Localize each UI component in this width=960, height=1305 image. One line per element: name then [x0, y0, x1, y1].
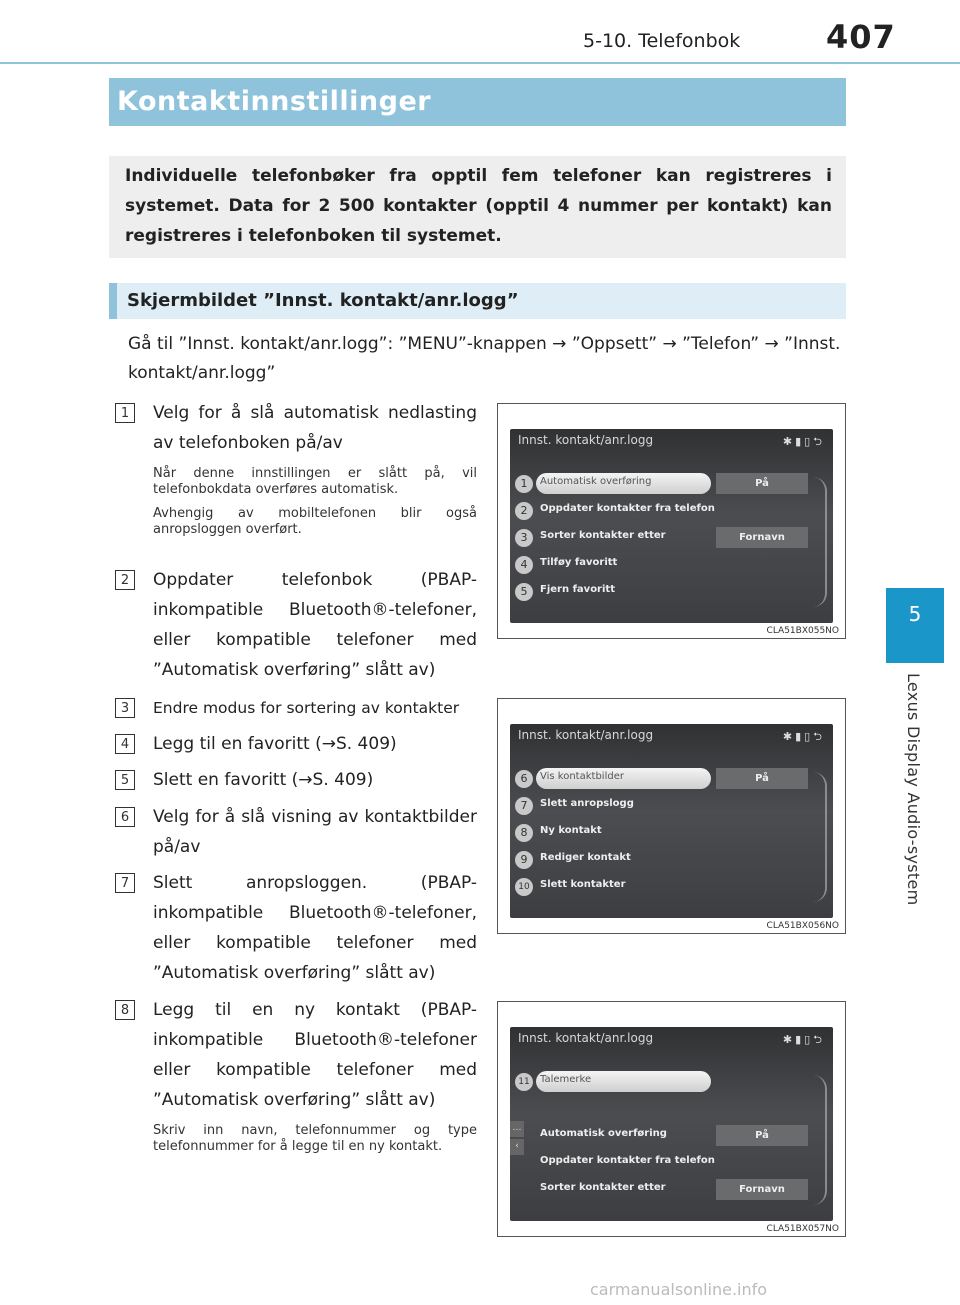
scroll-arc	[813, 1075, 827, 1205]
callout-badge: 3	[515, 529, 533, 547]
list-item-1	[115, 398, 477, 538]
setting-row[interactable]	[536, 1179, 806, 1201]
screen-figure-2	[497, 698, 846, 934]
item-text: Endre modus for sortering av kontakter	[153, 699, 460, 717]
item-note: Skriv inn navn, telefonnummer og type telefonnummer for å legge til en ny kontakt.	[153, 1123, 477, 1154]
row-label: Rediger kontakt	[540, 852, 631, 863]
setting-row[interactable]	[536, 849, 806, 871]
subsection-title: Skjermbildet ”Innst. kontakt/anr.logg”	[109, 283, 846, 319]
screen-figure-1	[497, 403, 846, 639]
item-number: 8	[115, 1000, 135, 1020]
status-icons: ✱▮▯⮌	[782, 435, 825, 448]
setting-row[interactable]	[536, 822, 806, 844]
item-text: Slett anropsloggen. (PBAP-inkompatible Bluetooth®-telefoner, eller kompatible telefoner med ”Automatisk overføring” slått av)	[153, 873, 477, 983]
item-number: 1	[115, 403, 135, 423]
callout-badge: 2	[515, 502, 533, 520]
row-label: Automatisk overføring	[540, 1128, 667, 1139]
setting-row[interactable]	[536, 500, 806, 522]
item-text: Velg for å slå visning av kontaktbilder på/av	[153, 807, 477, 857]
footer-watermark: carmanualsonline.info	[590, 1280, 768, 1299]
screen-title: Innst. kontakt/anr.logg	[518, 728, 654, 742]
page-number: 407	[826, 18, 896, 56]
section-title: 5-10. Telefonbok	[583, 30, 741, 52]
callout-badge: 4	[515, 556, 533, 574]
callout-badge: 5	[515, 583, 533, 601]
list-item-2	[115, 565, 477, 685]
item-note: Når denne innstillingen er slått på, vil telefonbokdata overføres automatisk.	[153, 466, 477, 497]
display-screen	[510, 724, 833, 918]
chapter-title: Lexus Display Audio-system	[904, 673, 923, 906]
item-text: Slett en favoritt (→S. 409)	[153, 770, 374, 790]
page-title: Kontaktinnstillinger	[109, 78, 846, 126]
scroll-arc	[813, 772, 827, 902]
menu-path: Gå til ”Innst. kontakt/anr.logg”: ”MENU”-knappen → ”Oppsett” → ”Telefon” → ”Innst. kontakt/anr.logg”	[128, 334, 841, 383]
setting-row[interactable]	[536, 795, 806, 817]
row-label: Slett kontakter	[540, 879, 626, 890]
callout-badge: 7	[515, 797, 533, 815]
setting-row[interactable]	[536, 1125, 806, 1147]
setting-row[interactable]	[536, 554, 806, 576]
list-item-8	[115, 995, 477, 1155]
display-screen	[510, 1027, 833, 1221]
row-label: Talemerke	[540, 1074, 592, 1085]
row-value: Fornavn	[716, 527, 808, 548]
setting-row[interactable]	[536, 527, 806, 549]
row-label: Tilføy favoritt	[540, 557, 618, 568]
list-item-7	[115, 868, 477, 988]
callout-badge: 9	[515, 851, 533, 869]
row-label: Oppdater kontakter fra telefon	[540, 503, 715, 514]
setting-row[interactable]	[536, 473, 806, 495]
setting-row[interactable]	[536, 768, 806, 790]
screen-title: Innst. kontakt/anr.logg	[518, 433, 654, 447]
figure-code: CLA51BX057NO	[766, 1224, 839, 1234]
item-number: 6	[115, 807, 135, 827]
list-item-4	[115, 729, 477, 759]
screen-title: Innst. kontakt/anr.logg	[518, 1031, 654, 1045]
row-label: Vis kontaktbilder	[540, 771, 624, 782]
setting-row[interactable]	[536, 876, 806, 898]
callout-badge: 10	[515, 878, 533, 896]
figure-code: CLA51BX056NO	[766, 921, 839, 931]
setting-row[interactable]	[536, 1071, 806, 1093]
item-number: 7	[115, 873, 135, 893]
status-icons: ✱▮▯⮌	[782, 1033, 825, 1046]
item-number: 4	[115, 734, 135, 754]
list-item-6	[115, 802, 477, 862]
back-chevron-icon[interactable]: ‹	[510, 1139, 524, 1155]
row-label: Ny kontakt	[540, 825, 602, 836]
callout-badge: 6	[515, 770, 533, 788]
display-screen	[510, 429, 833, 623]
item-text: Velg for å slå automatisk nedlasting av telefonboken på/av	[153, 403, 477, 453]
row-label: Sorter kontakter etter	[540, 1182, 666, 1193]
scroll-arc	[813, 477, 827, 607]
row-label: Automatisk overføring	[540, 476, 652, 487]
figure-code: CLA51BX055NO	[766, 626, 839, 636]
item-number: 5	[115, 770, 135, 790]
row-label: Slett anropslogg	[540, 798, 634, 809]
list-item-5	[115, 765, 477, 795]
row-value: På	[716, 473, 808, 494]
setting-row[interactable]	[536, 1152, 806, 1174]
intro-text: Individuelle telefonbøker fra opptil fem telefoner kan registreres i systemet. Data for 2 500 kontakter (opptil 4 nummer per kontakt) kan registreres i telefonboken til systemet.	[109, 156, 846, 258]
chapter-tab: 5	[886, 588, 944, 663]
item-text: Oppdater telefonbok (PBAP-inkompatible Bluetooth®-telefoner, eller kompatible telefoner med ”Automatisk overføring” slått av)	[153, 570, 477, 680]
callout-badge: 1	[515, 475, 533, 493]
row-value: På	[716, 768, 808, 789]
item-text: Legg til en favoritt (→S. 409)	[153, 734, 397, 754]
row-label: Fjern favoritt	[540, 584, 615, 595]
item-number: 3	[115, 698, 135, 718]
row-label: Oppdater kontakter fra telefon	[540, 1155, 715, 1166]
header-rule	[0, 62, 960, 64]
row-value: Fornavn	[716, 1179, 808, 1200]
item-number: 2	[115, 570, 135, 590]
callout-badge: 8	[515, 824, 533, 842]
list-item-3	[115, 693, 477, 723]
status-icons: ✱▮▯⮌	[782, 730, 825, 743]
screen-figure-3	[497, 1001, 846, 1237]
more-icon[interactable]: …	[510, 1121, 524, 1137]
row-label: Sorter kontakter etter	[540, 530, 666, 541]
item-note: Avhengig av mobiltelefonen blir også anropsloggen overført.	[153, 506, 477, 537]
setting-row[interactable]	[536, 581, 806, 603]
row-value: På	[716, 1125, 808, 1146]
item-text: Legg til en ny kontakt (PBAP-inkompatible Bluetooth®-telefoner eller kompatible telefoner med ”Automatisk overføring” slått av)	[153, 1000, 477, 1110]
callout-badge: 11	[515, 1073, 533, 1091]
